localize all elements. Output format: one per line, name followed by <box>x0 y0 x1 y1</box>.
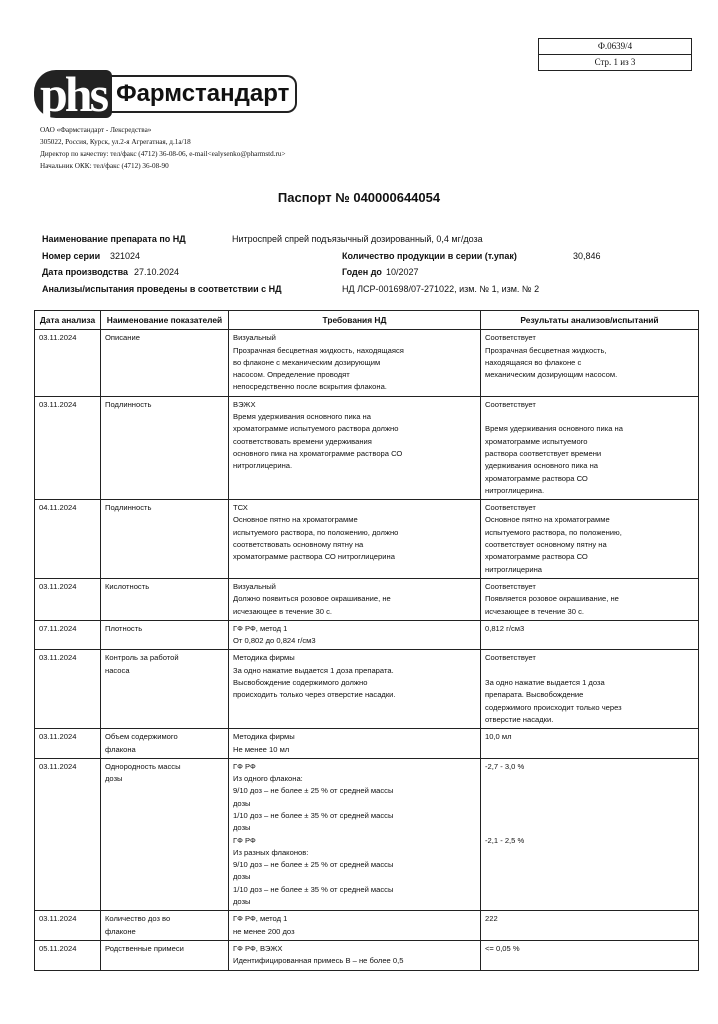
cell-indicator <box>101 758 229 911</box>
product-name-value: Нитроспрей спрей подъязычный дозированный, 0,4 мг/доза <box>232 234 483 244</box>
cell-requirement <box>229 940 481 970</box>
cell-result-line: Основное пятно на хроматограмме <box>485 515 610 525</box>
cell-result-line: нитроглицерина. <box>485 485 545 495</box>
cell-result-line: хроматограмме раствора СО <box>485 552 588 562</box>
cell-requirement-line: исчезающее в течение 30 с. <box>233 606 333 616</box>
cell-requirement-line: насосом. Определение проводят <box>233 370 350 380</box>
logo-name: Фармстандарт <box>110 75 297 113</box>
table-header-row <box>35 311 699 330</box>
cell-result-line: испытуемого раствора, по положению, <box>485 527 622 537</box>
cell-result-line: соответствует основному пятну на <box>485 540 607 550</box>
cell-requirement-line: Не менее 10 мл <box>233 744 290 754</box>
cell-result <box>481 758 699 911</box>
expiry-label: Годен до <box>342 267 382 277</box>
cell-requirement <box>229 729 481 759</box>
company-line: Начальник ОКК: тел/факс (4712) 36-08-90 <box>40 162 169 170</box>
cell-requirement-line: За одно нажатие выдается 1 доза препарата. <box>233 665 394 675</box>
cell-requirement-line: происходить только через отверстие насадки. <box>233 690 396 700</box>
cell-result-line: Время удерживания основного пика на <box>485 424 623 434</box>
cell-result-line: исчезающее в течение 30 с. <box>485 606 585 616</box>
header-requirements: Требования НД <box>229 311 481 330</box>
cell-result <box>481 650 699 729</box>
cell-result-line: находящаяся во флаконе с <box>485 357 582 367</box>
cell-result <box>481 620 699 650</box>
cell-requirement-line: Визуальный <box>233 581 276 591</box>
cell-requirement-line: соответствовать основному пятну на <box>233 540 364 550</box>
cell-result-line: -2,7 - 3,0 % <box>485 761 525 771</box>
cell-requirement <box>229 620 481 650</box>
cell-requirement-line: испытуемого раствора, по положению, должно <box>233 527 399 537</box>
table-row <box>35 940 699 970</box>
cell-indicator-line: флакона <box>105 744 136 754</box>
cell-date: 03.11.2024 <box>35 911 101 941</box>
cell-indicator-line: флаконе <box>105 926 136 936</box>
cell-result-line: хроматограмме испытуемого <box>485 436 588 446</box>
cell-result <box>481 330 699 396</box>
cell-requirement-line: нитроглицерина. <box>233 461 293 471</box>
company-line: Директор по качеству: тел/факс (4712) 36-08-06, e-mail<ealysenko@pharmstd.ru> <box>40 150 286 158</box>
cell-requirement-line: ГФ РФ, ВЭЖХ <box>233 943 283 953</box>
cell-indicator-line: Однородность массы <box>105 761 181 771</box>
header-results: Результаты анализов/испытаний <box>481 311 699 330</box>
cell-requirement-line: От 0,802 до 0,824 г/см3 <box>233 636 316 646</box>
cell-result <box>481 578 699 620</box>
cell-result-line <box>485 798 694 810</box>
cell-indicator-line: Объем содержимого <box>105 732 178 742</box>
cell-requirement-line: Методика фирмы <box>233 732 295 742</box>
cell-date: 03.11.2024 <box>35 330 101 396</box>
cell-result-line: отверстие насадки. <box>485 714 554 724</box>
cell-result-line <box>485 810 694 822</box>
cell-requirement-line: 9/10 доз – не более ± 25 % от средней массы <box>233 786 394 796</box>
cell-result-line <box>485 773 694 785</box>
cell-requirement-line: хроматограмме раствора СО нитроглицерина <box>233 552 395 562</box>
cell-result-line: хроматограмме раствора СО <box>485 473 588 483</box>
cell-requirement-line: ГФ РФ <box>233 761 256 771</box>
cell-indicator <box>101 911 229 941</box>
production-date-label: Дата производства <box>42 267 128 277</box>
cell-requirement <box>229 330 481 396</box>
cell-indicator-line: Контроль за работой <box>105 653 179 663</box>
cell-requirement-line: Должно появиться розовое окрашивание, не <box>233 594 391 604</box>
cell-date: 03.11.2024 <box>35 729 101 759</box>
cell-requirement-line: Время удерживания основного пика на <box>233 412 371 422</box>
cell-result-line: 0,812 г/см3 <box>485 623 525 633</box>
cell-result-line: 10,0 мл <box>485 732 512 742</box>
cell-result-line: механическим дозирующим насосом. <box>485 370 618 380</box>
cell-indicator-line: Описание <box>105 333 140 343</box>
cell-result-line: нитроглицерина <box>485 564 543 574</box>
cell-requirement-line: ГФ РФ <box>233 835 256 845</box>
cell-requirement-line: Визуальный <box>233 333 276 343</box>
cell-requirement-line: Прозрачная бесцветная жидкость, находящаяся <box>233 345 404 355</box>
cell-date: 04.11.2024 <box>35 500 101 579</box>
table-row <box>35 330 699 396</box>
table-row <box>35 620 699 650</box>
cell-indicator-line: насоса <box>105 665 130 675</box>
cell-indicator <box>101 500 229 579</box>
cell-result-line: содержимого происходит только через <box>485 702 622 712</box>
cell-date: 03.11.2024 <box>35 578 101 620</box>
cell-result-line: Соответствует <box>485 503 536 513</box>
company-line: ОАО «Фармстандарт - Лексредства» <box>40 126 152 134</box>
production-date-value: 27.10.2024 <box>134 267 180 277</box>
cell-requirement-line: Из разных флаконов: <box>233 847 309 857</box>
cell-requirement-line: 1/10 доз – не более ± 35 % от средней массы <box>233 810 394 820</box>
cell-indicator <box>101 940 229 970</box>
cell-result-line: 222 <box>485 914 498 924</box>
results-table <box>34 310 699 971</box>
form-code-box <box>538 38 692 71</box>
cell-requirement-line: ГФ РФ, метод 1 <box>233 623 288 633</box>
cell-result-line: Соответствует <box>485 399 536 409</box>
cell-date: 03.11.2024 <box>35 396 101 499</box>
cell-requirement-line: 9/10 доз – не более ± 25 % от средней массы <box>233 860 394 870</box>
logo-mark: phs <box>34 70 112 118</box>
series-value: 321024 <box>110 251 141 261</box>
cell-requirement <box>229 650 481 729</box>
cell-requirement-line: во флаконе с механическим дозирующим <box>233 357 381 367</box>
header-date: Дата анализа <box>35 311 101 330</box>
cell-requirement-line: ТСХ <box>233 503 248 513</box>
series-label: Номер серии <box>42 251 101 261</box>
cell-requirement <box>229 500 481 579</box>
cell-result-line: раствора соответствует времени <box>485 448 602 458</box>
cell-requirement-line: Методика фирмы <box>233 653 295 663</box>
table-row <box>35 911 699 941</box>
table-row <box>35 729 699 759</box>
company-logo <box>34 66 297 122</box>
cell-requirement <box>229 758 481 911</box>
cell-result-line: Соответствует <box>485 653 536 663</box>
cell-indicator-line: Количество доз во <box>105 914 171 924</box>
cell-indicator <box>101 396 229 499</box>
expiry-value: 10/2027 <box>386 267 419 277</box>
cell-indicator <box>101 650 229 729</box>
cell-date: 03.11.2024 <box>35 650 101 729</box>
product-name-label: Наименование препарата по НД <box>42 234 186 244</box>
analyses-value: НД ЛСР-001698/07-271022, изм. № 1, изм. № 2 <box>342 284 540 294</box>
cell-result <box>481 911 699 941</box>
cell-result-line: Соответствует <box>485 333 536 343</box>
analyses-label: Анализы/испытания проведены в соответствии с НД <box>42 284 282 294</box>
quantity-value: 30,846 <box>573 251 601 261</box>
cell-result-line: За одно нажатие выдается 1 доза <box>485 678 605 688</box>
cell-result-line: удерживания основного пика на <box>485 461 598 471</box>
cell-result <box>481 396 699 499</box>
cell-requirement-line: Высвобождение содержимого должно <box>233 678 368 688</box>
page-number: Стр. 1 из 3 <box>539 54 691 70</box>
cell-requirement-line: дозы <box>233 872 251 882</box>
cell-date: 03.11.2024 <box>35 758 101 911</box>
cell-result <box>481 500 699 579</box>
cell-date: 05.11.2024 <box>35 940 101 970</box>
cell-requirement-line: 1/10 доз – не более ± 35 % от средней массы <box>233 884 394 894</box>
company-line: 305022, Россия, Курск, ул.2-я Агрегатная, д.1а/18 <box>40 138 191 146</box>
cell-result-line <box>485 822 694 834</box>
cell-indicator <box>101 330 229 396</box>
quantity-label: Количество продукции в серии (т.упак) <box>342 251 517 261</box>
cell-result-line: Соответствует <box>485 581 536 591</box>
cell-requirement-line: дозы <box>233 798 251 808</box>
cell-result-line: Прозрачная бесцветная жидкость, <box>485 345 607 355</box>
cell-indicator <box>101 729 229 759</box>
cell-requirement <box>229 396 481 499</box>
cell-requirement-line: не менее 200 доз <box>233 926 295 936</box>
cell-date: 07.11.2024 <box>35 620 101 650</box>
cell-requirement-line: ВЭЖХ <box>233 399 256 409</box>
cell-result-line <box>485 785 694 797</box>
cell-result <box>481 729 699 759</box>
cell-indicator-line: Подлинность <box>105 503 152 513</box>
table-row <box>35 578 699 620</box>
cell-indicator <box>101 578 229 620</box>
cell-requirement-line: Идентифицированная примесь В – не более 0,5 <box>233 956 404 966</box>
cell-result-line: <= 0,05 % <box>485 943 520 953</box>
cell-indicator-line: Плотность <box>105 623 143 633</box>
cell-requirement-line: Из одного флакона: <box>233 774 303 784</box>
cell-result <box>481 940 699 970</box>
company-info <box>40 124 286 172</box>
table-row <box>35 650 699 729</box>
cell-requirement <box>229 578 481 620</box>
page-title: Паспорт № 040000644054 <box>277 190 441 205</box>
cell-indicator-line: Родственные примеси <box>105 943 184 953</box>
cell-requirement-line: основного пика на хроматограмме раствора СО <box>233 448 403 458</box>
table-row <box>35 758 699 911</box>
cell-requirement-line: непосредственно после вскрытия флакона. <box>233 382 387 392</box>
cell-result-line <box>485 665 694 677</box>
cell-indicator-line: Кислотность <box>105 581 150 591</box>
form-code: Ф.0639/4 <box>597 41 633 51</box>
cell-indicator-line: Подлинность <box>105 399 152 409</box>
cell-result-line: -2,1 - 2,5 % <box>485 835 525 845</box>
cell-requirement-line: соответствовать времени удерживания <box>233 436 372 446</box>
cell-requirement-line: дозы <box>233 823 251 833</box>
table-row <box>35 500 699 579</box>
cell-indicator-line: дозы <box>105 774 123 784</box>
cell-indicator <box>101 620 229 650</box>
cell-requirement-line: ГФ РФ, метод 1 <box>233 914 288 924</box>
cell-requirement-line: хроматограмме испытуемого раствора должно <box>233 424 399 434</box>
cell-result-line: препарата. Высвобождение <box>485 690 584 700</box>
cell-requirement-line: дозы <box>233 897 251 907</box>
header-indicator: Наименование показателей <box>101 311 229 330</box>
cell-result-line: Появляется розовое окрашивание, не <box>485 594 619 604</box>
cell-requirement <box>229 911 481 941</box>
cell-result-line <box>485 411 694 423</box>
cell-requirement-line: Основное пятно на хроматограмме <box>233 515 358 525</box>
table-row <box>35 396 699 499</box>
